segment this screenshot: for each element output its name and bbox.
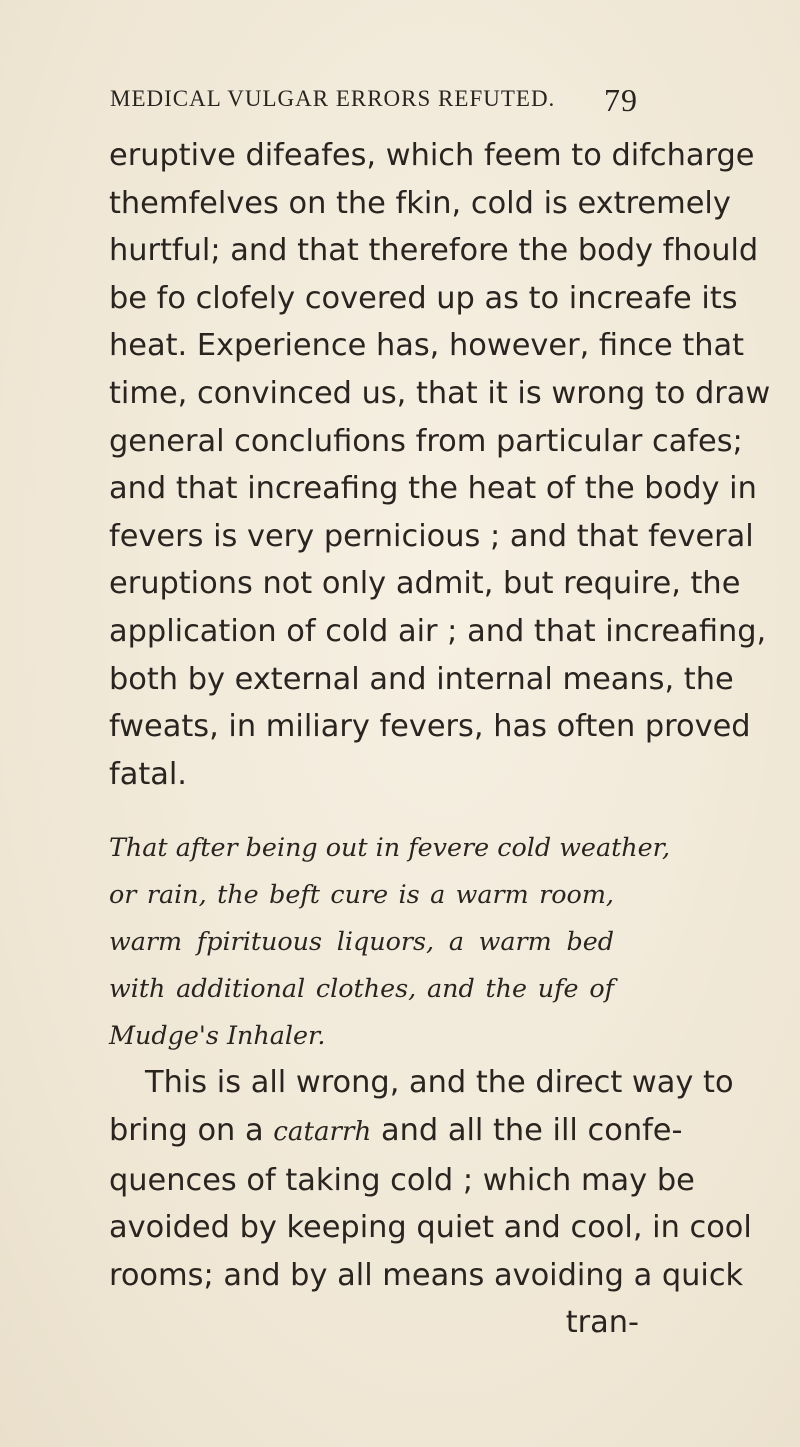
text-line: avoided by keeping quiet and cool, in cool xyxy=(109,1210,752,1246)
text-line: hurtful; and that therefore the body fhould xyxy=(109,233,759,269)
italic-term: catarrh xyxy=(273,1116,372,1147)
text-line: be fo clofely covered up as to increafe its xyxy=(109,280,738,316)
text-line: rooms; and by all means avoiding a quick xyxy=(109,1257,744,1293)
page-number: 79 xyxy=(604,82,638,118)
running-head-title: MEDICAL VULGAR ERRORS REFUTED. xyxy=(110,86,556,111)
text-line: general conclufions from particular cafes; xyxy=(109,423,743,459)
text-line: eruptions not only admit, but require, the xyxy=(109,566,741,602)
paragraph-2 xyxy=(109,1059,752,1347)
italic-line: Mudge's Inhaler. xyxy=(109,1020,326,1051)
text-line: and that increafing the heat of the body in xyxy=(109,471,757,507)
catchword: tran- xyxy=(565,1305,639,1341)
text-line: This is all wrong, and the direct way to xyxy=(145,1065,734,1101)
text-line: heat. Experience has, however, fince that xyxy=(109,328,745,364)
text-line: application of cold air ; and that increafing, xyxy=(109,613,767,649)
paragraph-1 xyxy=(109,132,771,798)
italic-line: with additional clothes, and the ufe of xyxy=(109,973,614,1004)
text-line: themfelves on the fkin, cold is extremely xyxy=(109,185,731,221)
text-line: time, convinced us, that it is wrong to draw xyxy=(109,375,771,411)
error-statement xyxy=(109,824,671,1059)
italic-line: or rain, the beft cure is a warm room, xyxy=(109,879,614,910)
text-segment: bring on a xyxy=(109,1112,274,1148)
text-line: fevers is very pernicious ; and that feveral xyxy=(109,518,754,554)
text-line: eruptive difeafes, which feem to difcharge xyxy=(109,138,755,173)
page-text xyxy=(109,132,771,1347)
italic-line: warm fpirituous liquors, a warm bed xyxy=(109,926,614,957)
italic-line: That after being out in fevere cold weather, xyxy=(109,832,671,863)
text-line xyxy=(109,1107,683,1157)
text-line: fatal. xyxy=(109,756,187,792)
paragraph-gap xyxy=(109,798,649,824)
text-line: quences of taking cold ; which may be xyxy=(109,1162,695,1198)
text-segment: and all the ill confe- xyxy=(371,1112,683,1148)
text-line: both by external and internal means, the xyxy=(109,661,734,697)
text-line: fweats, in miliary fevers, has often proved xyxy=(109,709,751,745)
